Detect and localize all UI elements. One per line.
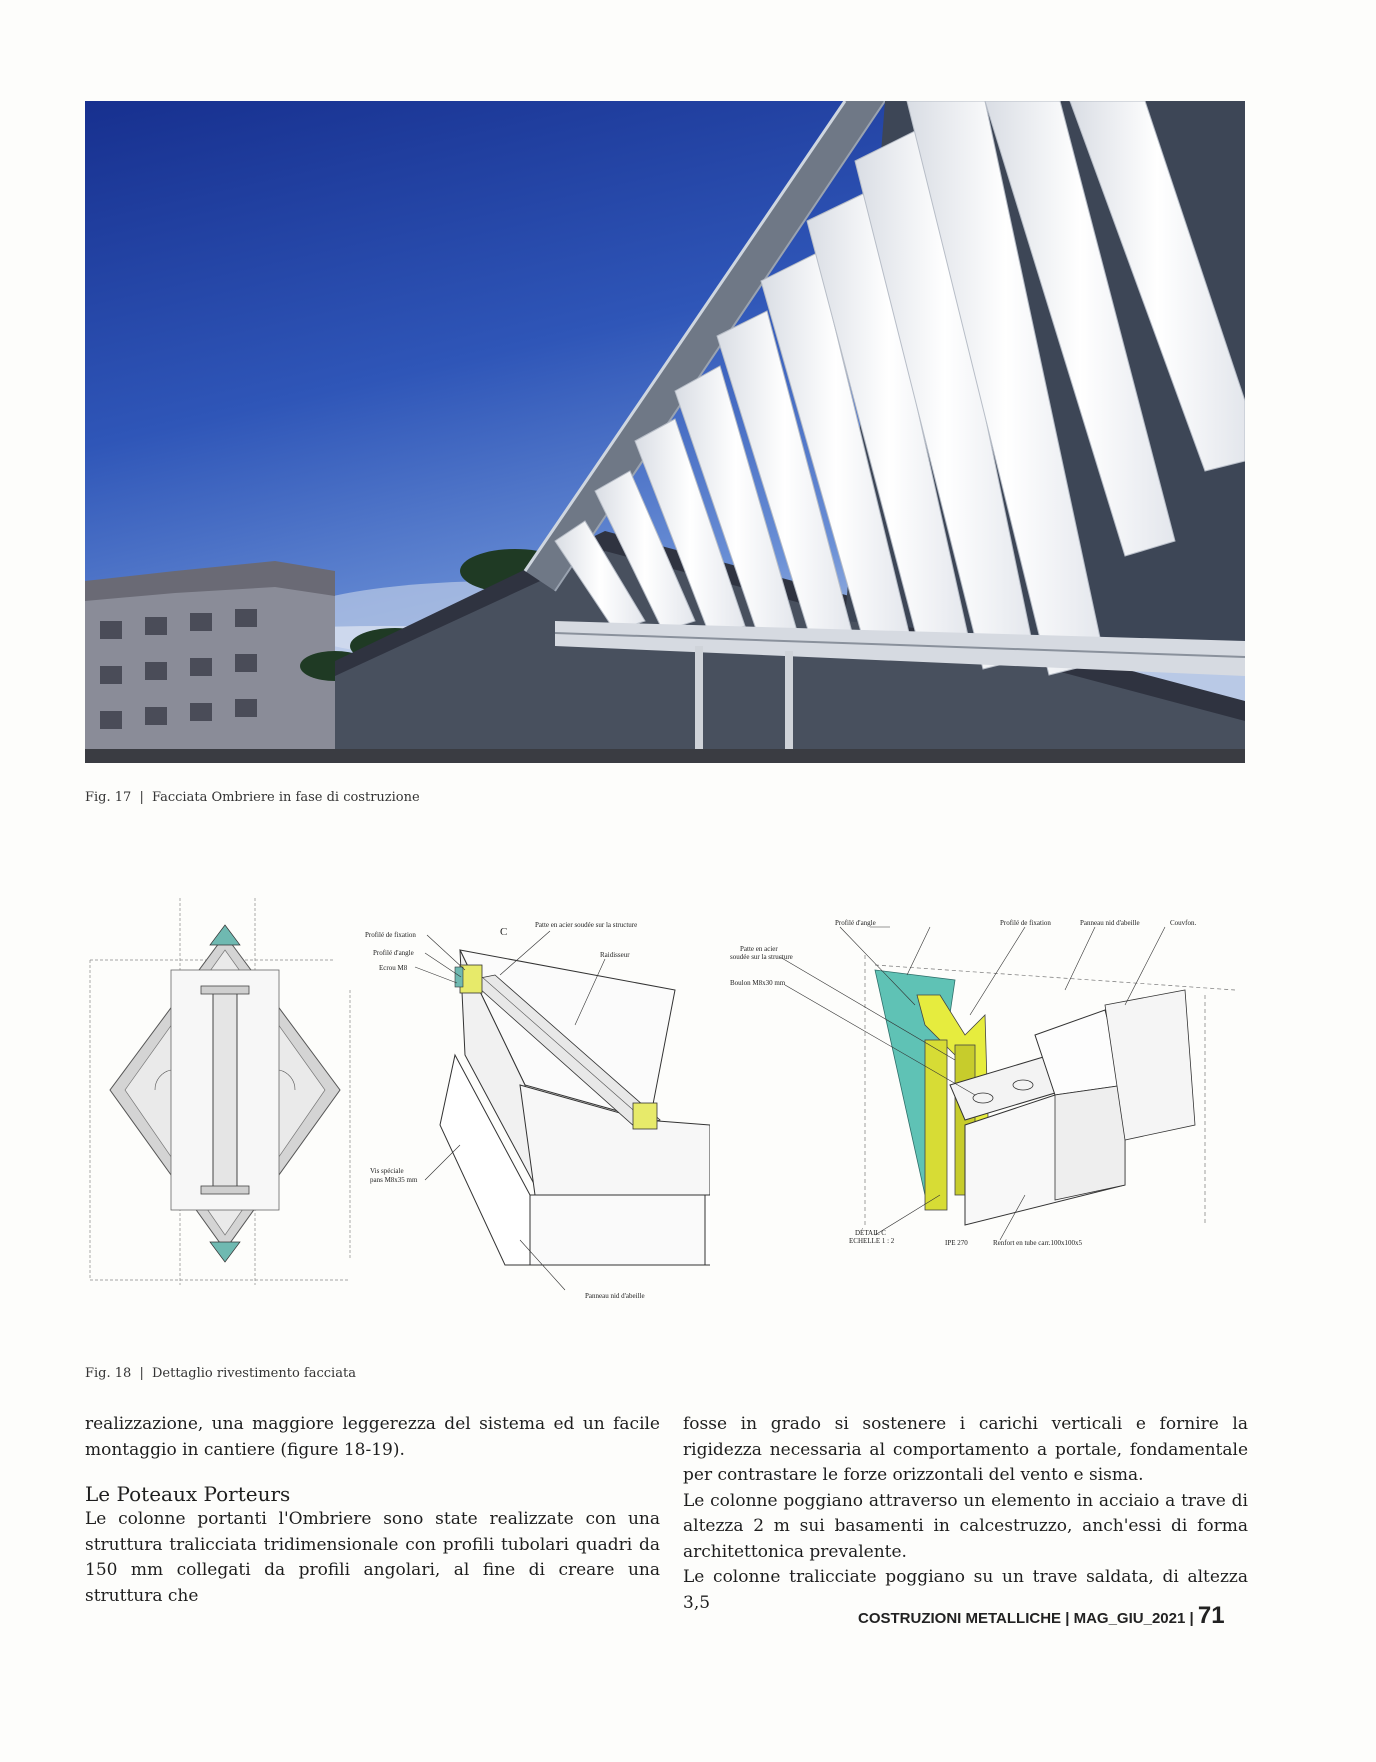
fig17-text: Facciata Ombriere in fase di costruzione [151,790,420,805]
fig17-separator: | [139,790,144,805]
c-label-plate-2: soudée sur la structure [730,953,793,961]
footer-issue: MAG_GIU_2021 [1073,1610,1186,1627]
page-footer [858,1602,1225,1630]
label-screw-spec: pans M8x35 mm [370,1176,418,1184]
c-label-beam: IPE 270 [945,1239,968,1247]
fig17-number: Fig. 17 [85,790,132,805]
c-label-detail: DÉTAIL C [855,1229,886,1237]
label-profile-angle: Profilé d'angle [373,949,414,957]
right-paragraph-1: fosse in grado si sostenere i carichi verticali e fornire la rigidezza necessaria al comportamento a portale, fondamentale per contrastare le forze orizzontali del vento e sisma. [683,1414,1248,1485]
c-label-profile-fixation: Profilé de fixation [1000,919,1051,927]
right-paragraph-2: Le colonne poggiano attraverso un elemento in acciaio a trave di altezza 2 m sui basamenti in calcestruzzo, anch'essi di forma architettonica prevalente. [683,1490,1248,1562]
footer-separator-2: | [1189,1610,1194,1627]
c-label-plate-1: Patte en acier [740,945,778,953]
drawing-detail-c [725,895,1245,1299]
section-heading: Le Poteaux Porteurs [85,1482,291,1506]
footer-publication: COSTRUZIONI METALLICHE [858,1610,1062,1627]
fig18-text: Dettaglio rivestimento facciata [151,1366,356,1381]
c-label-scale: ECHELLE 1 : 2 [849,1237,895,1245]
fig18-number: Fig. 18 [85,1366,132,1381]
fig18-caption [85,1366,356,1381]
c-label-cover: Couvfon. [1170,919,1197,927]
page-number: 71 [1197,1602,1225,1629]
c-label-honeycomb: Panneau nid d'abeille [1080,919,1140,927]
left-paragraph-2: Le colonne portanti l'Ombriere sono state realizzate con una struttura tralicciata tridimensionale con profili tubolari quadri da 150 mm collegati da profili angolari, al fine di creare una struttura che [85,1509,660,1606]
footer-separator: | [1065,1610,1070,1627]
c-label-profile-angle: Profilé d'angle [835,919,876,927]
label-stiffener: Raidisseur [600,951,630,959]
right-paragraph-3: Le colonne tralicciate poggiano su un trave saldata, di altezza 3,5 [683,1567,1248,1613]
label-nut: Ecrou M8 [379,964,408,972]
c-label-reinforcement: Renfort en tube carr.100x100x5 [993,1239,1083,1247]
label-section-c: C [500,926,508,938]
c-label-bolt: Boulon M8x30 mm [730,979,786,987]
label-honeycomb: Panneau nid d'abeille [585,1292,645,1300]
facade-photo [85,101,1245,763]
label-profile-fixation: Profilé de fixation [365,931,416,939]
label-screw: Vis spéciale [370,1167,404,1175]
left-column [85,1412,660,1609]
fig18-separator: | [139,1366,144,1381]
left-paragraph-1: realizzazione, una maggiore leggerezza del sistema ed un facile montaggio in cantiere (figure 18-19). [85,1414,660,1460]
right-column [683,1412,1248,1616]
drawing-panel-axonometric [365,895,710,1319]
label-plate: Patte en acier soudée sur la structure [535,921,638,929]
drawing-diamond-section [85,890,365,1304]
fig17-caption [85,790,420,805]
